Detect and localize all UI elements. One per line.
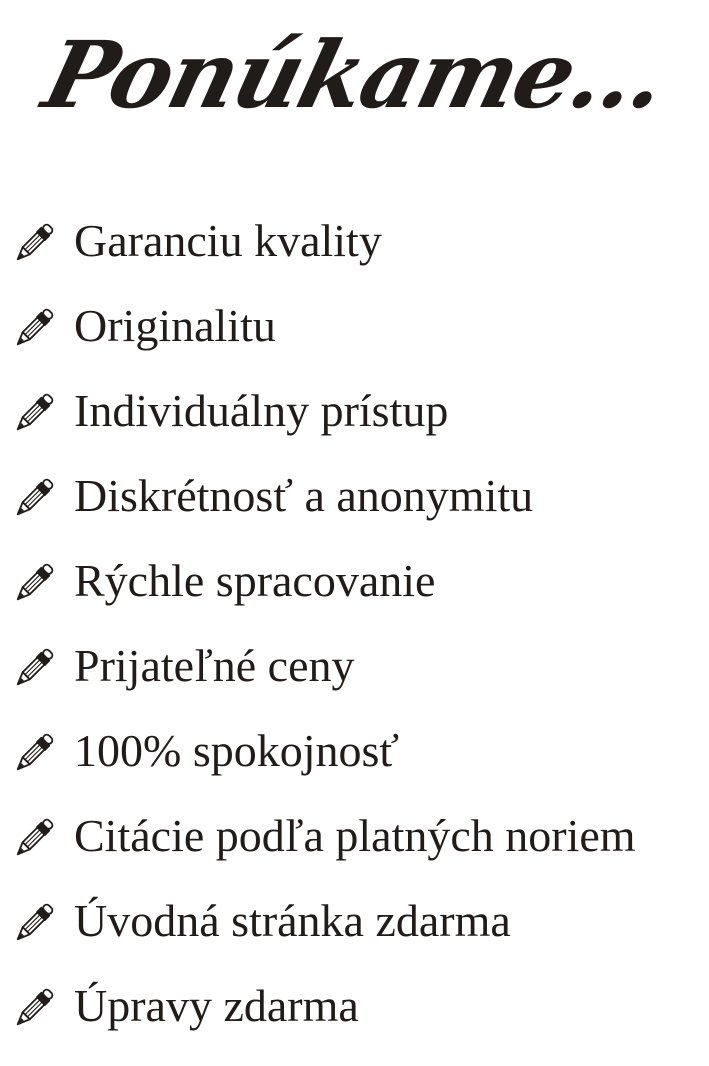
list-item [8,540,709,625]
list-item-label: Individuálny prístup [74,384,449,436]
list-item [8,795,709,880]
list-item-label: Garanciu kvality [74,214,382,266]
list-item-label: Citácie podľa platných noriem [74,809,636,861]
list-item-label: Úpravy zdarma [74,979,359,1031]
pencil-icon [8,812,60,864]
list-item [8,710,709,795]
list-item [8,200,709,285]
pencil-icon [8,302,60,354]
list-item-label: Diskrétnosť a anonymitu [74,469,534,521]
pencil-icon [8,642,60,694]
pencil-icon [8,727,60,779]
list-item-label: Úvodná stránka zdarma [74,894,511,946]
pencil-icon [8,472,60,524]
pencil-icon [8,982,60,1034]
list-item-label: Rýchle spracovanie [74,554,436,606]
pencil-icon [8,387,60,439]
list-item-label: Originalitu [74,299,276,351]
list-item [8,625,709,710]
list-item-label: Prijateľné ceny [74,639,355,691]
list-item [8,965,709,1050]
page-title: Ponúkame... [33,21,676,129]
list-item [8,455,709,540]
pencil-icon [8,217,60,269]
pencil-icon [8,557,60,609]
list-item-label: 100% spokojnosť [74,724,400,776]
list-item [8,880,709,965]
list-item [8,370,709,455]
list-item [8,285,709,370]
pencil-icon [8,897,60,949]
offers-list [8,200,709,1050]
